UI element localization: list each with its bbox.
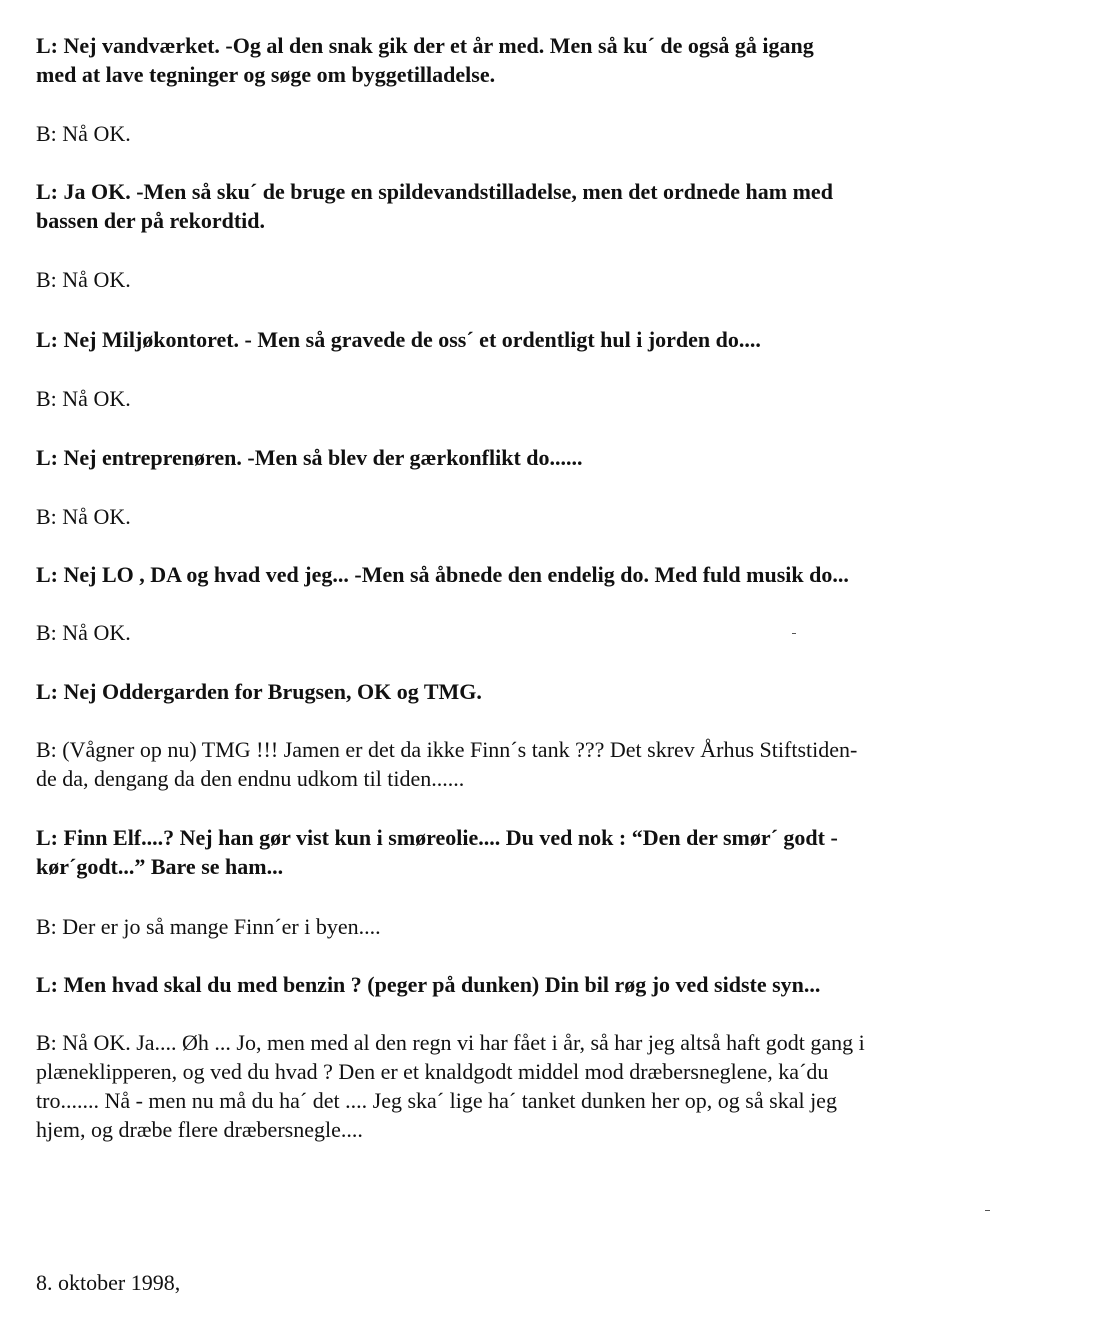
- dialogue-line-b: B: Nå OK.: [36, 267, 131, 292]
- scan-speck: [985, 1210, 990, 1211]
- dialogue-line-l: L: Nej LO , DA og hvad ved jeg... -Men så åbnede den endelig do. Med fuld musik do...: [36, 562, 849, 587]
- dialogue-line-l: L: Nej entreprenøren. -Men så blev der gærkonflikt do......: [36, 445, 583, 470]
- dialogue-line-l: L: Finn Elf....? Nej han gør vist kun i smøreolie.... Du ved nok : “Den der smør´ godt - kør´godt...” Bare se ham...: [36, 825, 838, 879]
- dialogue-line-l: L: Nej Miljøkontoret. - Men så gravede de oss´ et ordentligt hul i jorden do....: [36, 327, 761, 352]
- dialogue-line-b: B: Nå OK.: [36, 620, 131, 645]
- dialogue-line-l: L: Ja OK. -Men så sku´ de bruge en spildevandstilladelse, men det ordnede ham med bassen der på rekordtid.: [36, 179, 833, 233]
- dialogue-line-l: L: Men hvad skal du med benzin ? (peger på dunken) Din bil røg jo ved sidste syn...: [36, 972, 821, 997]
- dialogue-line-b: B: Der er jo så mange Finn´er i byen....: [36, 914, 381, 939]
- dialogue-line-b: B: Nå OK.: [36, 121, 131, 146]
- dialogue-line-b: B: Nå OK.: [36, 504, 131, 529]
- dialogue-line-b: B: (Vågner op nu) TMG !!! Jamen er det da ikke Finn´s tank ??? Det skrev Århus Stiftstiden- de da, dengang da den endnu udkom til tiden......: [36, 737, 858, 791]
- dialogue-line-b: B: Nå OK. Ja.... Øh ... Jo, men med al den regn vi har fået i år, så har jeg altså haft godt gang i plæneklipperen, og ved du hvad ? Den er et knaldgodt middel mod dræbersneglene, ka´du tro....... Nå - men nu må du ha´ det .... Jeg ska´ lige ha´ tanket dunken her op, og så skal jeg hjem, og dræbe flere dræbersnegle....: [36, 1030, 865, 1142]
- scan-speck: [792, 633, 796, 634]
- dialogue-line-b: B: Nå OK.: [36, 386, 131, 411]
- document-date: 8. oktober 1998,: [36, 1270, 181, 1295]
- dialogue-line-l: L: Nej vandværket. -Og al den snak gik der et år med. Men så ku´ de også gå igang med at lave tegninger og søge om byggetilladelse.: [36, 33, 814, 87]
- dialogue-line-l: L: Nej Oddergarden for Brugsen, OK og TMG.: [36, 679, 482, 704]
